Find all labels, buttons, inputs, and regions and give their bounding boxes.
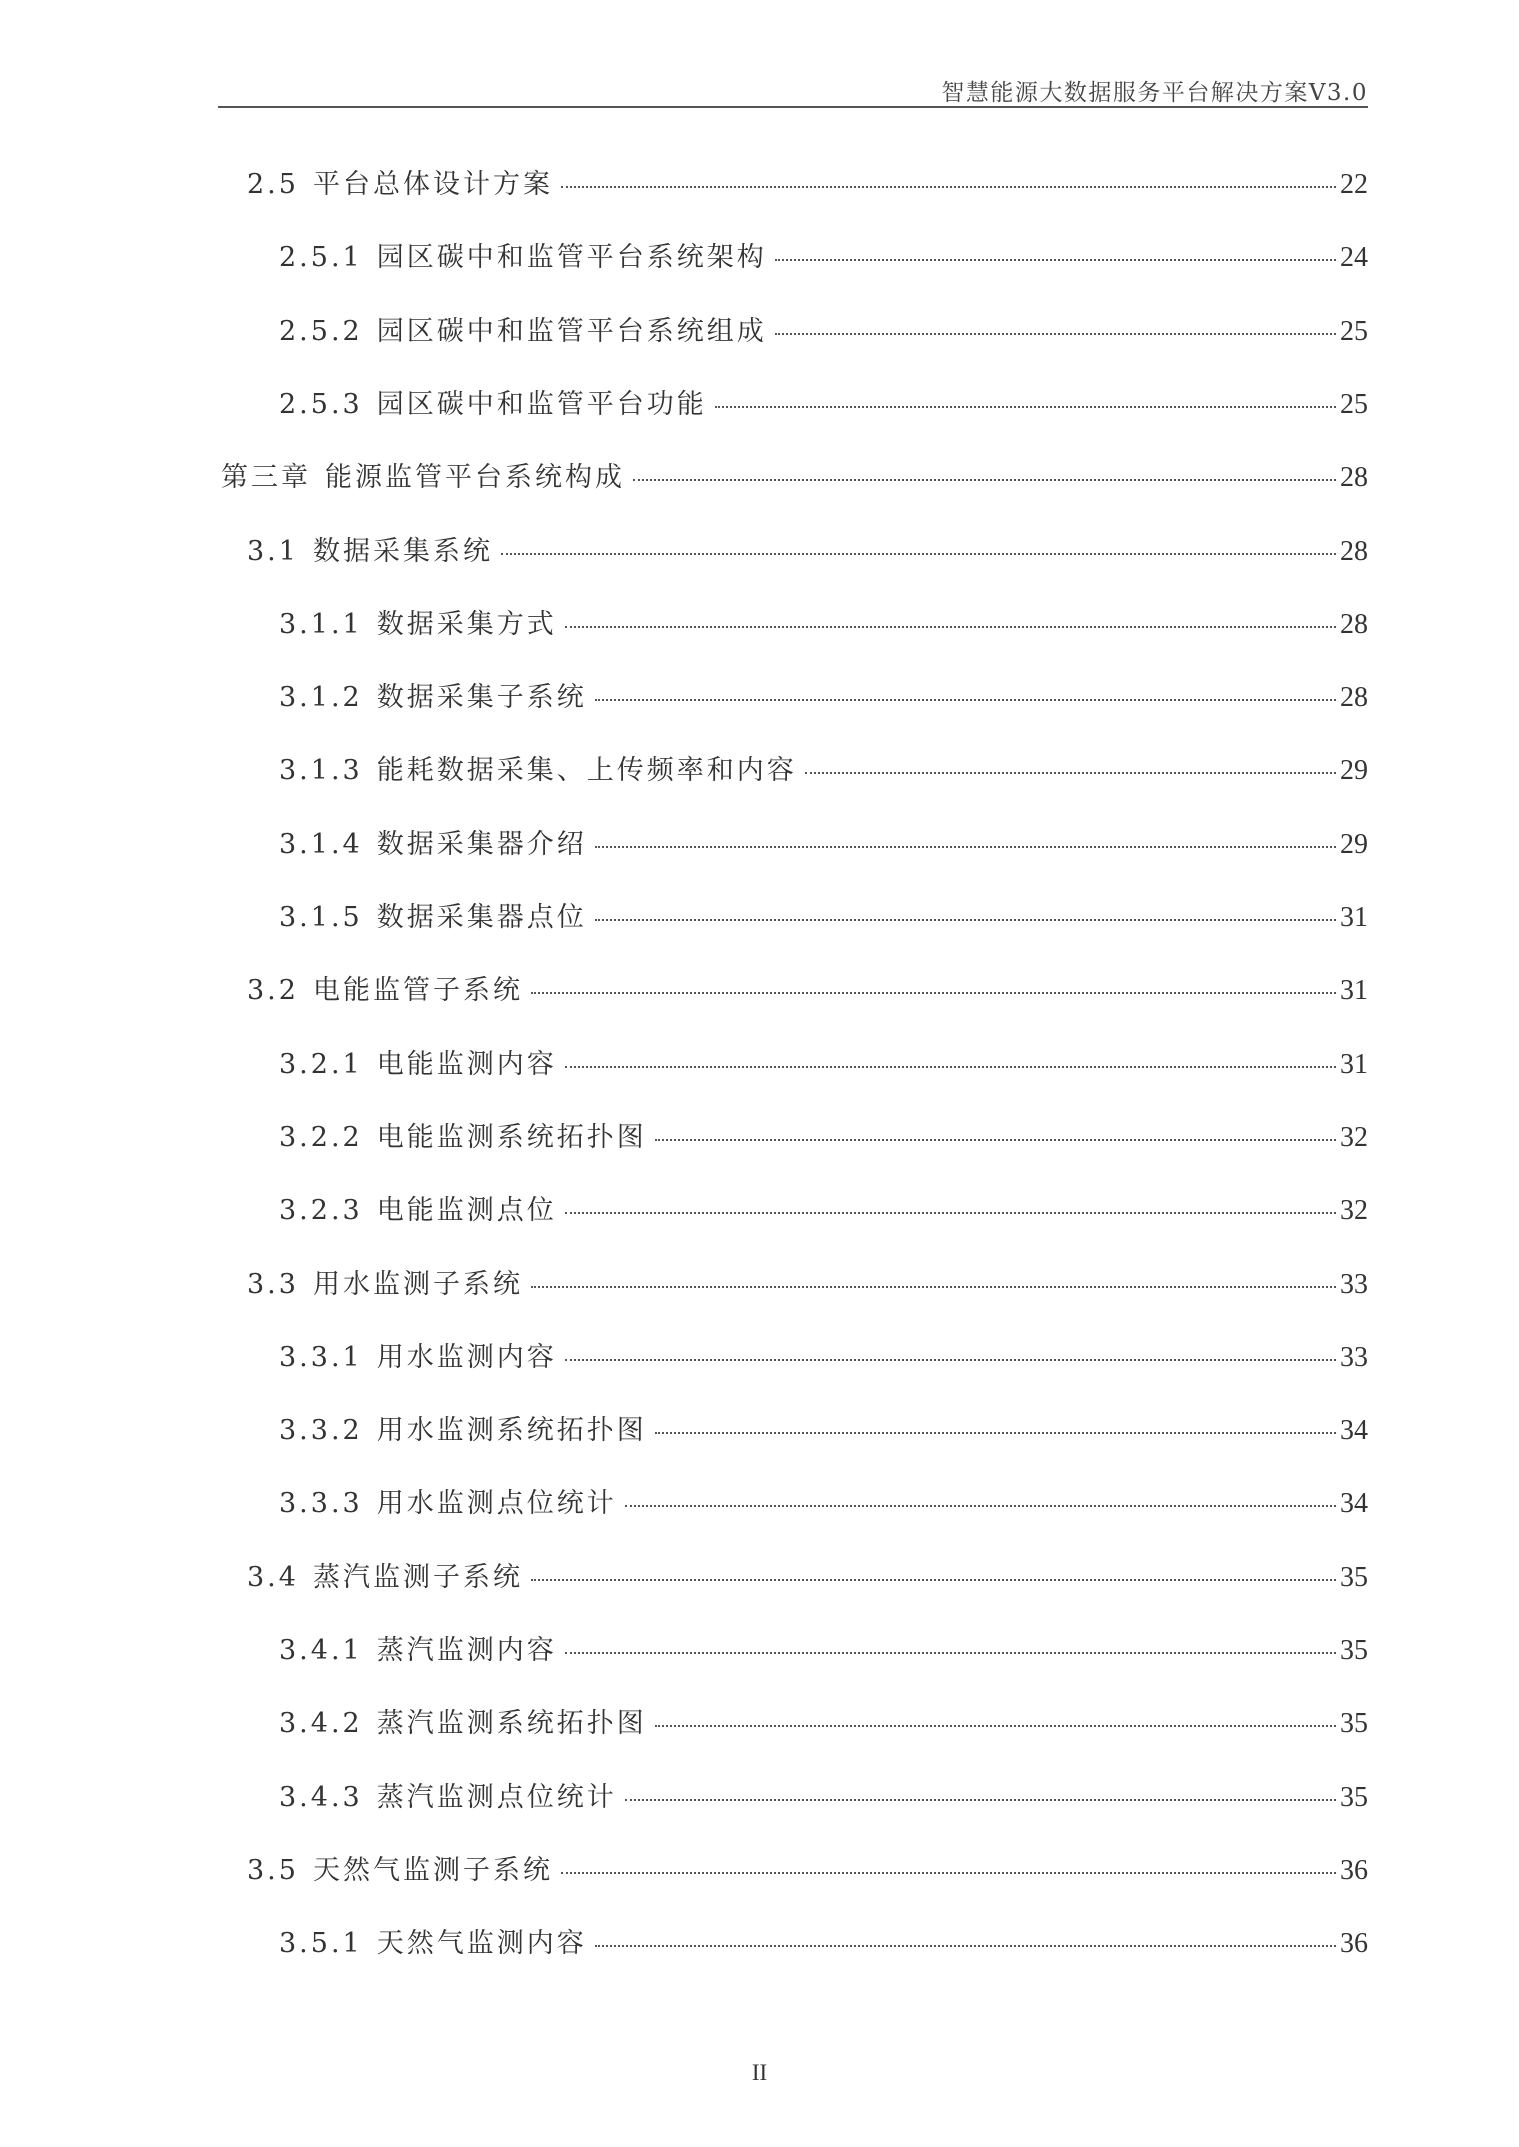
toc-dot-leader <box>501 553 1336 555</box>
toc-entry[interactable] <box>279 1408 1368 1448</box>
toc-dot-leader <box>595 919 1336 921</box>
toc-entry-page: 35 <box>1340 1635 1368 1666</box>
toc-dot-leader <box>531 992 1336 994</box>
toc-dot-leader <box>805 772 1336 774</box>
toc-entry-title: 园区碳中和监管平台功能 <box>376 389 707 420</box>
toc-entry-page: 28 <box>1340 536 1368 567</box>
toc-entry-page: 28 <box>1340 462 1368 493</box>
toc-dot-leader <box>625 1505 1336 1507</box>
toc-entry[interactable] <box>247 968 1368 1008</box>
toc-entry-page: 33 <box>1340 1342 1368 1373</box>
toc-dot-leader <box>655 1432 1336 1434</box>
toc-entry-number: 3.3.3 <box>279 1488 363 1519</box>
toc-entry-page: 24 <box>1340 242 1368 273</box>
toc-entry-title: 平台总体设计方案 <box>312 169 553 200</box>
toc-entry-number: 3.1.4 <box>279 829 363 860</box>
toc-dot-leader <box>561 186 1336 188</box>
page-header <box>218 70 1368 108</box>
toc-entry-title: 数据采集方式 <box>376 609 557 640</box>
toc-entry-title: 蒸汽监测点位统计 <box>376 1782 617 1813</box>
toc-entry[interactable] <box>247 529 1368 569</box>
toc-entry-title: 数据采集器介绍 <box>376 829 587 860</box>
toc-entry-page: 31 <box>1340 1049 1368 1080</box>
toc-entry[interactable] <box>279 1701 1368 1741</box>
toc-entry-title: 用水监测子系统 <box>312 1269 523 1300</box>
toc-entry-page: 35 <box>1340 1782 1368 1813</box>
toc-entry-title: 用水监测点位统计 <box>376 1488 617 1519</box>
toc-dot-leader <box>595 846 1336 848</box>
toc-entry-page: 28 <box>1340 609 1368 640</box>
toc-entry-number: 3.4.1 <box>279 1635 363 1666</box>
toc-entry-title: 数据采集系统 <box>312 536 493 567</box>
toc-entry-number: 3.1.5 <box>279 902 363 933</box>
toc-entry-number: 2.5.2 <box>279 316 363 347</box>
toc-entry-page: 33 <box>1340 1269 1368 1300</box>
toc-entry[interactable] <box>279 1481 1368 1521</box>
toc-entry-title: 蒸汽监测内容 <box>376 1635 557 1666</box>
toc-entry-number: 3.3.2 <box>279 1415 363 1446</box>
toc-entry-number: 2.5.1 <box>279 242 363 273</box>
toc-dot-leader <box>655 1725 1336 1727</box>
toc-dot-leader <box>565 626 1336 628</box>
toc-entry[interactable] <box>279 1775 1368 1815</box>
toc-entry-number: 3.1.1 <box>279 609 363 640</box>
toc-dot-leader <box>531 1286 1336 1288</box>
toc-entry-page: 29 <box>1340 755 1368 786</box>
toc-entry-page: 28 <box>1340 682 1368 713</box>
toc-entry-title: 园区碳中和监管平台系统组成 <box>376 316 767 347</box>
toc-dot-leader <box>595 699 1336 701</box>
toc-entry[interactable] <box>279 1115 1368 1155</box>
toc-entry-title: 园区碳中和监管平台系统架构 <box>376 242 767 273</box>
document-title: 智慧能源大数据服务平台解决方案V3.0 <box>941 80 1368 106</box>
toc-entry[interactable] <box>247 1262 1368 1302</box>
toc-entry[interactable] <box>279 1042 1368 1082</box>
toc-entry-number: 3.2.3 <box>279 1195 363 1226</box>
toc-entry-page: 32 <box>1340 1122 1368 1153</box>
toc-entry-page: 25 <box>1340 316 1368 347</box>
toc-entry-number: 3.1 <box>247 536 299 567</box>
toc-entry-number: 3.3 <box>247 1269 299 1300</box>
toc-entry-number: 3.4.2 <box>279 1708 363 1739</box>
toc-dot-leader <box>595 1945 1336 1947</box>
toc-entry-number: 3.3.1 <box>279 1342 363 1373</box>
toc-entry-title: 用水监测系统拓扑图 <box>376 1415 647 1446</box>
toc-dot-leader <box>565 1359 1336 1361</box>
toc-dot-leader <box>775 259 1336 261</box>
toc-entry-page: 25 <box>1340 389 1368 420</box>
toc-entry[interactable] <box>247 1848 1368 1888</box>
toc-entry[interactable] <box>247 162 1368 202</box>
toc-entry-page: 31 <box>1340 902 1368 933</box>
toc-entry[interactable] <box>279 382 1368 422</box>
toc-entry-title: 蒸汽监测系统拓扑图 <box>376 1708 647 1739</box>
toc-entry[interactable] <box>279 1921 1368 1961</box>
toc-entry[interactable] <box>279 235 1368 275</box>
toc-entry[interactable] <box>221 455 1368 495</box>
toc-entry[interactable] <box>279 822 1368 862</box>
toc-entry[interactable] <box>279 895 1368 935</box>
toc-entry-title: 蒸汽监测子系统 <box>312 1562 523 1593</box>
toc-entry-number: 3.1.2 <box>279 682 363 713</box>
toc-entry-number: 2.5 <box>247 169 299 200</box>
toc-entry[interactable] <box>247 1555 1368 1595</box>
toc-dot-leader <box>561 1872 1336 1874</box>
toc-entry-number: 3.2.2 <box>279 1122 363 1153</box>
toc-entry-page: 36 <box>1340 1855 1368 1886</box>
toc-entry-page: 22 <box>1340 169 1368 200</box>
toc-entry-number: 3.5.1 <box>279 1928 363 1959</box>
toc-entry-number: 3.2 <box>247 975 299 1006</box>
toc-entry-title: 用水监测内容 <box>376 1342 557 1373</box>
toc-dot-leader <box>625 1799 1336 1801</box>
toc-entry[interactable] <box>279 1335 1368 1375</box>
toc-entry-number: 3.5 <box>247 1855 299 1886</box>
toc-entry-number: 3.4 <box>247 1562 299 1593</box>
toc-entry-page: 34 <box>1340 1415 1368 1446</box>
toc-entry-number: 第三章 <box>221 462 311 493</box>
toc-dot-leader <box>565 1652 1336 1654</box>
toc-entry-number: 3.4.3 <box>279 1782 363 1813</box>
toc-entry-title: 电能监测点位 <box>376 1195 557 1226</box>
toc-entry-number: 3.2.1 <box>279 1049 363 1080</box>
toc-entry-number: 3.1.3 <box>279 755 363 786</box>
toc-entry-page: 34 <box>1340 1488 1368 1519</box>
toc-entry-title: 能耗数据采集、上传频率和内容 <box>376 755 797 786</box>
page-number: II <box>751 2060 768 2085</box>
toc-entry[interactable] <box>279 675 1368 715</box>
toc-entry-page: 35 <box>1340 1562 1368 1593</box>
toc-entry[interactable] <box>279 309 1368 349</box>
toc-entry-title: 电能监管子系统 <box>312 975 523 1006</box>
toc-dot-leader <box>655 1139 1336 1141</box>
toc-entry-title: 天然气监测内容 <box>376 1928 587 1959</box>
toc-entry-page: 35 <box>1340 1708 1368 1739</box>
toc-entry[interactable] <box>279 748 1368 788</box>
toc-entry-title: 电能监测系统拓扑图 <box>376 1122 647 1153</box>
toc-entry-page: 31 <box>1340 975 1368 1006</box>
toc-dot-leader <box>775 333 1336 335</box>
toc-entry-page: 32 <box>1340 1195 1368 1226</box>
toc-entry[interactable] <box>279 1188 1368 1228</box>
toc-entry-page: 29 <box>1340 829 1368 860</box>
toc-dot-leader <box>565 1066 1336 1068</box>
toc-entry-title: 电能监测内容 <box>376 1049 557 1080</box>
toc-dot-leader <box>565 1212 1336 1214</box>
toc-entry-title: 天然气监测子系统 <box>312 1855 553 1886</box>
toc-entry[interactable] <box>279 602 1368 642</box>
toc-dot-leader <box>715 406 1336 408</box>
toc-entry-title: 数据采集子系统 <box>376 682 587 713</box>
toc-entry[interactable] <box>279 1628 1368 1668</box>
toc-dot-leader <box>531 1579 1336 1581</box>
toc-entry-page: 36 <box>1340 1928 1368 1959</box>
toc-entry-title: 能源监管平台系统构成 <box>325 462 625 493</box>
toc-entry-title: 数据采集器点位 <box>376 902 587 933</box>
toc-dot-leader <box>633 479 1336 481</box>
toc-entry-number: 2.5.3 <box>279 389 363 420</box>
